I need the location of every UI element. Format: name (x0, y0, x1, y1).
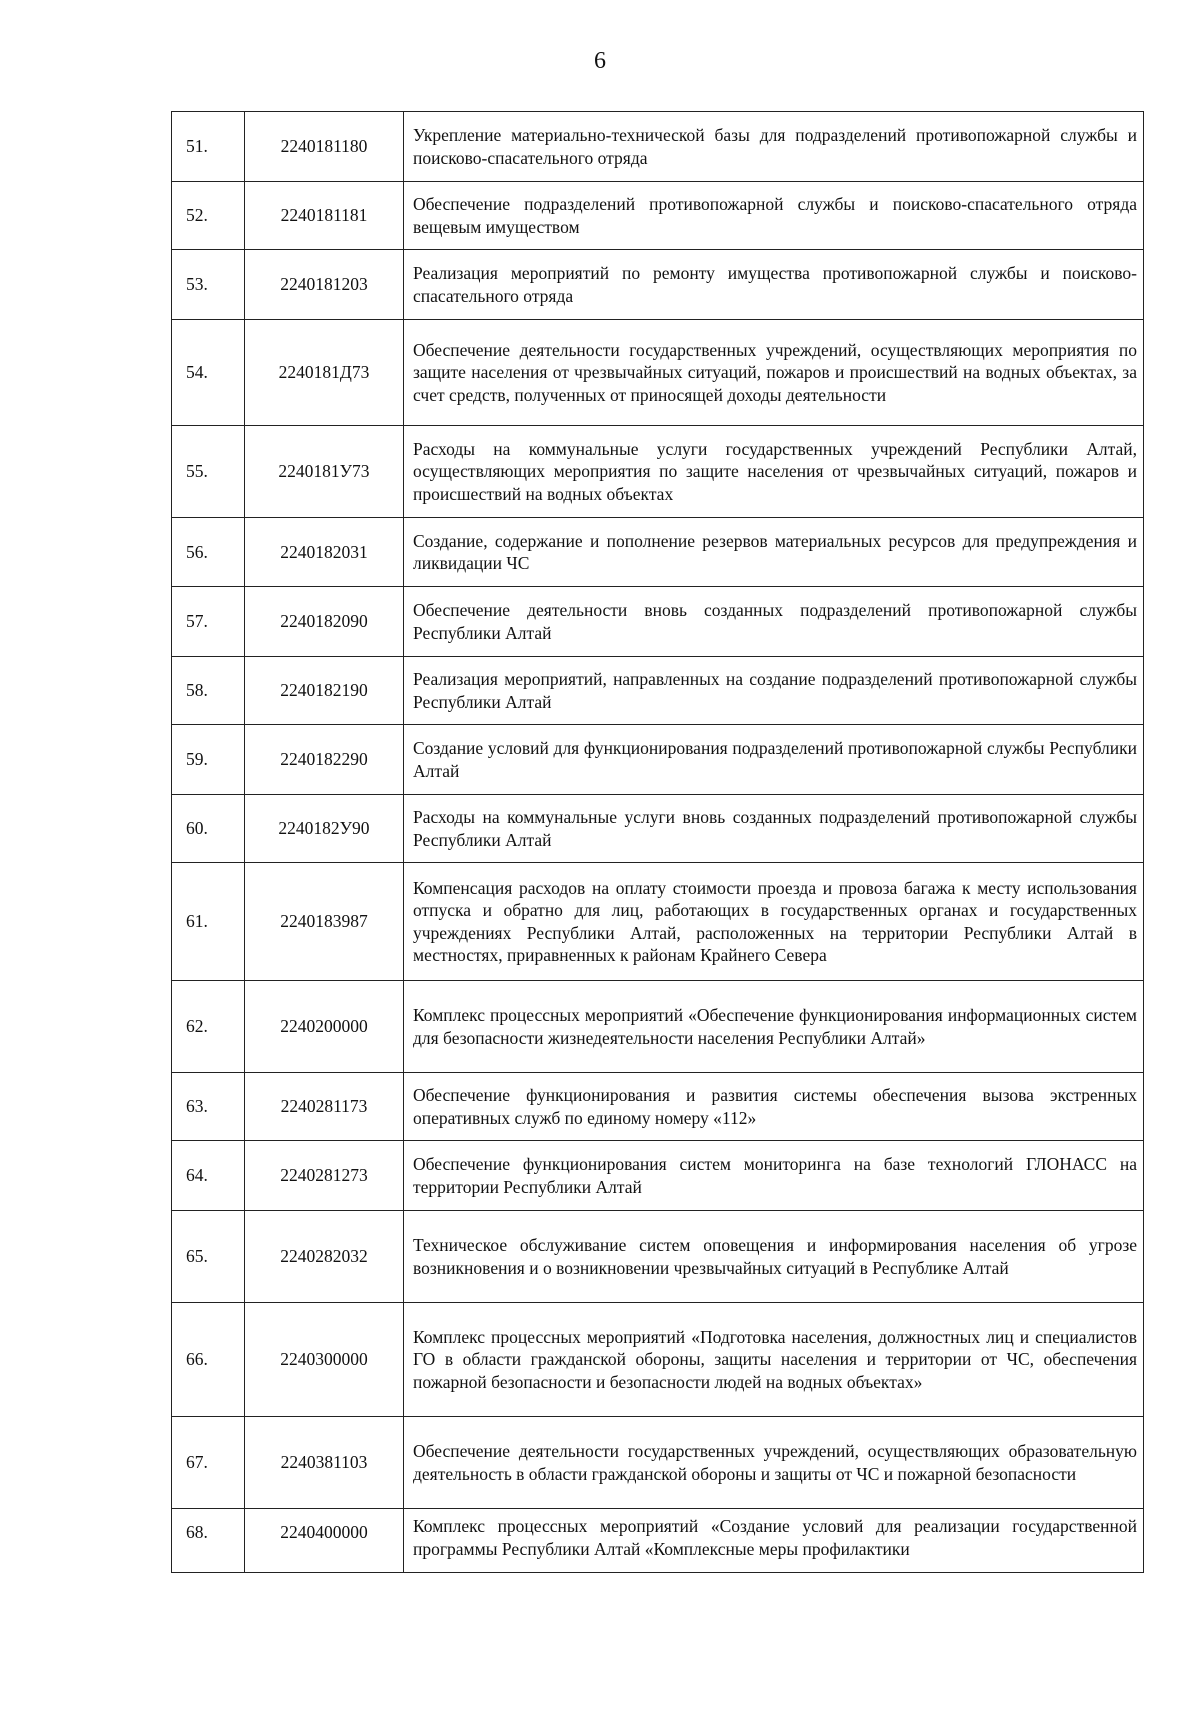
budget-code: 2240183987 (245, 863, 404, 981)
budget-code: 2240181Д73 (245, 320, 404, 426)
budget-codes-table (171, 111, 1144, 1573)
row-description: Создание, содержание и пополнение резервов материальных ресурсов для предупреждения и ликвидации ЧС (404, 518, 1144, 587)
budget-code: 2240282032 (245, 1211, 404, 1303)
row-description: Комплекс процессных мероприятий «Создание условий для реализации государственной программы Республики Алтай «Комплексные меры профилактики (404, 1509, 1144, 1573)
table-row (172, 587, 1144, 657)
budget-code: 2240181У73 (245, 426, 404, 518)
row-description: Обеспечение деятельности государственных учреждений, осуществляющих образовательную деятельность в области гражданской обороны и защиты от ЧС и пожарной безопасности (404, 1417, 1144, 1509)
row-description: Расходы на коммунальные услуги вновь созданных подразделений противопожарной службы Республики Алтай (404, 795, 1144, 863)
row-description: Комплекс процессных мероприятий «Подготовка населения, должностных лиц и специалистов ГО в области гражданской обороны, защиты населения и территории от ЧС, обеспечения пожарной безопасности и безопасности людей на водных объектах» (404, 1303, 1144, 1417)
budget-code: 2240381103 (245, 1417, 404, 1509)
row-description: Укрепление материально-технической базы для подразделений противопожарной службы и поисково-спасательного отряда (404, 112, 1144, 182)
table-row (172, 518, 1144, 587)
budget-code: 2240181203 (245, 250, 404, 320)
table-row (172, 1417, 1144, 1509)
row-number: 60. (172, 795, 245, 863)
row-number: 64. (172, 1141, 245, 1211)
budget-code: 2240300000 (245, 1303, 404, 1417)
budget-code: 2240182290 (245, 725, 404, 795)
row-description: Компенсация расходов на оплату стоимости проезда и провоза багажа к месту использования отпуска и обратно для лиц, работающих в государственных органах и государственных учреждениях Республики Алтай, расположенных на территории Республики Алтай в местностях, приравненных к районам Крайнего Севера (404, 863, 1144, 981)
row-number: 65. (172, 1211, 245, 1303)
table-row (172, 1509, 1144, 1573)
row-description: Комплекс процессных мероприятий «Обеспечение функционирования информационных систем для безопасности жизнедеятельности населения Республики Алтай» (404, 981, 1144, 1073)
table-row (172, 1073, 1144, 1141)
table-row (172, 250, 1144, 320)
row-description: Расходы на коммунальные услуги государственных учреждений Республики Алтай, осуществляющих мероприятия по защите населения от чрезвычайных ситуаций, пожаров и происшествий на водных объектах (404, 426, 1144, 518)
row-number: 54. (172, 320, 245, 426)
budget-code: 2240182031 (245, 518, 404, 587)
table-row (172, 795, 1144, 863)
table-row (172, 1141, 1144, 1211)
row-description: Создание условий для функционирования подразделений противопожарной службы Республики Алтай (404, 725, 1144, 795)
row-number: 68. (172, 1509, 245, 1573)
row-number: 58. (172, 657, 245, 725)
budget-code: 2240182090 (245, 587, 404, 657)
budget-code: 2240181181 (245, 182, 404, 250)
row-description: Обеспечение деятельности государственных учреждений, осуществляющих мероприятия по защите населения от чрезвычайных ситуаций, пожаров и происшествий на водных объектах, за счет средств, полученных от приносящей доходы деятельности (404, 320, 1144, 426)
budget-code: 2240281273 (245, 1141, 404, 1211)
row-description: Обеспечение деятельности вновь созданных подразделений противопожарной службы Республики Алтай (404, 587, 1144, 657)
budget-code: 2240200000 (245, 981, 404, 1073)
row-number: 63. (172, 1073, 245, 1141)
table-row (172, 981, 1144, 1073)
table-row (172, 320, 1144, 426)
page-number: 6 (594, 48, 606, 74)
row-number: 52. (172, 182, 245, 250)
table-row (172, 1211, 1144, 1303)
budget-code: 2240181180 (245, 112, 404, 182)
row-description: Реализация мероприятий, направленных на создание подразделений противопожарной службы Республики Алтай (404, 657, 1144, 725)
table-row (172, 657, 1144, 725)
budget-code: 2240182У90 (245, 795, 404, 863)
table-row (172, 426, 1144, 518)
row-description: Обеспечение функционирования систем мониторинга на базе технологий ГЛОНАСС на территории Республики Алтай (404, 1141, 1144, 1211)
table-row (172, 112, 1144, 182)
row-number: 57. (172, 587, 245, 657)
row-number: 53. (172, 250, 245, 320)
row-number: 67. (172, 1417, 245, 1509)
row-number: 55. (172, 426, 245, 518)
row-number: 51. (172, 112, 245, 182)
table-row (172, 1303, 1144, 1417)
row-description: Обеспечение функционирования и развития системы обеспечения вызова экстренных оперативных служб по единому номеру «112» (404, 1073, 1144, 1141)
table-row (172, 863, 1144, 981)
row-number: 62. (172, 981, 245, 1073)
budget-code: 2240182190 (245, 657, 404, 725)
row-number: 61. (172, 863, 245, 981)
row-number: 56. (172, 518, 245, 587)
row-number: 66. (172, 1303, 245, 1417)
row-number: 59. (172, 725, 245, 795)
budget-code: 2240400000 (245, 1509, 404, 1573)
table-row (172, 182, 1144, 250)
row-description: Реализация мероприятий по ремонту имущества противопожарной службы и поисково-спасательного отряда (404, 250, 1144, 320)
table-row (172, 725, 1144, 795)
row-description: Техническое обслуживание систем оповещения и информирования населения об угрозе возникновения и о возникновении чрезвычайных ситуаций в Республике Алтай (404, 1211, 1144, 1303)
budget-code: 2240281173 (245, 1073, 404, 1141)
row-description: Обеспечение подразделений противопожарной службы и поисково-спасательного отряда вещевым имуществом (404, 182, 1144, 250)
